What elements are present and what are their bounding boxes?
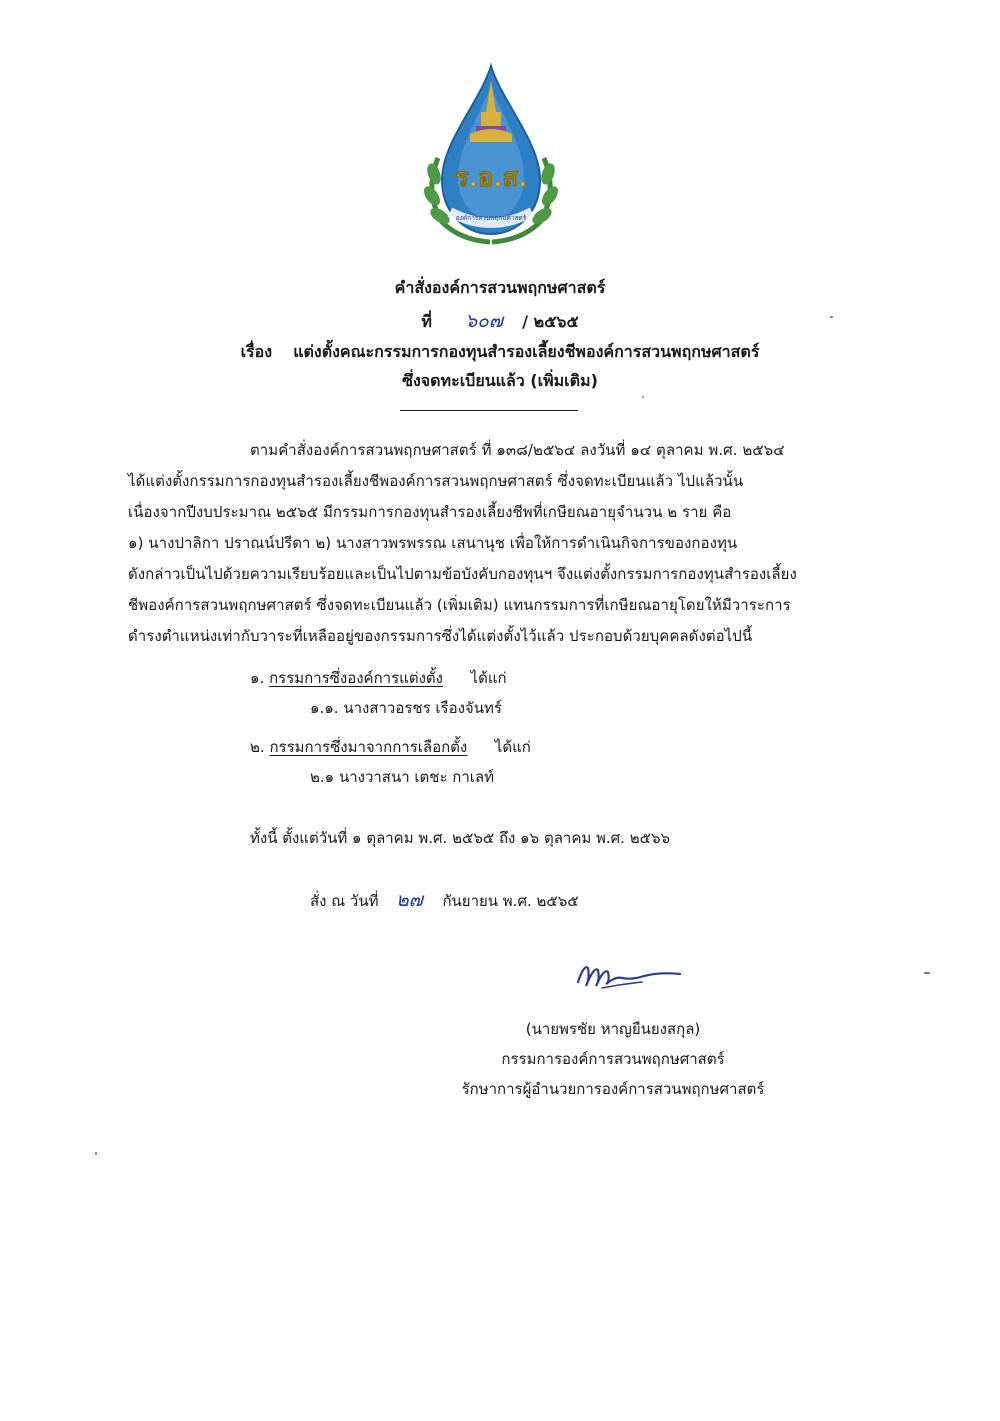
section-1-member: ๑.๑. นางสาวอรชร เรืองจันทร์ bbox=[310, 699, 502, 717]
subject-label: เรื่อง bbox=[240, 342, 273, 361]
ordered-date bbox=[310, 885, 579, 915]
scan-speck bbox=[95, 1152, 97, 1155]
subject-line-1 bbox=[0, 340, 1000, 365]
section-2-heading bbox=[250, 735, 531, 759]
order-number bbox=[0, 306, 1000, 336]
body-line-5: ดังกล่าวเป็นไปด้วยความเรียบร้อยและเป็นไปตามข้อบังคับกองทุนฯ จึงแต่งตั้งกรรมการกองทุนสำรองเลี้ยง bbox=[128, 565, 797, 583]
signatory-position-1: กรรมการองค์การสวนพฤกษศาสตร์ bbox=[501, 1050, 725, 1068]
body-line-1: ตามคำสั่งองค์การสวนพฤกษศาสตร์ ที่ ๑๓๘/๒๕๖๔ ลงวันที่ ๑๔ ตุลาคม พ.ศ. ๒๕๖๔ bbox=[250, 441, 785, 459]
organization-logo bbox=[420, 62, 562, 246]
signature-mark bbox=[572, 958, 684, 994]
body-line-6: ชีพองค์การสวนพฤกษศาสตร์ ซึ่งจดทะเบียนแล้ว (เพิ่มเติม) แทนกรรมการที่เกษียณอายุโดยให้มีวาระการ bbox=[128, 596, 791, 614]
body-line-4: ๑) นางปาลิกา ปราณน์ปรีดา ๒) นางสาวพรพรรณ เสนานุช เพื่อให้การดำเนินกิจการของกองทุน bbox=[128, 534, 738, 552]
order-number-handwritten: ๖๐๗ bbox=[465, 310, 504, 332]
header-divider bbox=[400, 410, 578, 411]
section-1-title: กรรมการซึ่งองค์การแต่งตั้ง bbox=[269, 669, 443, 687]
body-line-3: เนื่องจากปีงบประมาณ ๒๕๖๕ มีกรรมการกองทุนสำรองเลี้ยงชีพที่เกษียณอายุจำนวน ๒ ราย คือ bbox=[128, 503, 732, 521]
section-1-heading bbox=[250, 666, 507, 690]
ordered-suffix: กันยายน พ.ศ. ๒๕๖๕ bbox=[442, 892, 579, 910]
order-number-year: / ๒๕๖๕ bbox=[522, 312, 579, 331]
section-2-title: กรรมการซึ่งมาจากการเลือกตั้ง bbox=[269, 738, 468, 756]
section-2-suffix: ได้แก่ bbox=[494, 738, 531, 756]
signatory-name: (นายพรชัย หาญยืนยงสกุล) bbox=[525, 1020, 701, 1038]
effective-period: ทั้งนี้ ตั้งแต่วันที่ ๑ ตุลาคม พ.ศ. ๒๕๖๕ ถึง ๑๖ ตุลาคม พ.ศ. ๒๕๖๖ bbox=[250, 829, 670, 847]
document-title: คำสั่งองค์การสวนพฤกษศาสตร์ bbox=[394, 278, 606, 297]
ordered-day-handwritten: ๒๗ bbox=[396, 889, 423, 911]
order-number-prefix: ที่ bbox=[421, 312, 432, 331]
section-1-number: ๑. bbox=[250, 669, 265, 687]
section-2-number: ๒. bbox=[250, 738, 265, 756]
logo-emblem: ร.อ.ส. bbox=[454, 163, 528, 193]
signatory-position-2: รักษาการผู้อำนวยการองค์การสวนพฤกษศาสตร์ bbox=[461, 1080, 765, 1098]
body-line-7: ดำรงตำแหน่งเท่ากับวาระที่เหลืออยู่ของกรรมการซึ่งได้แต่งตั้งไว้แล้ว ประกอบด้วยบุคคลดังต่อไปนี้ bbox=[128, 627, 753, 645]
ordered-prefix: สั่ง ณ วันที่ bbox=[310, 892, 379, 910]
body-line-2: ได้แต่งตั้งกรรมการกองทุนสำรองเลี้ยงชีพองค์การสวนพฤกษศาสตร์ ซึ่งจดทะเบียนแล้ว ไปแล้วนั้น bbox=[128, 472, 744, 490]
logo-ribbon-text: องค์การสวนพฤกษศาสตร์ bbox=[455, 214, 527, 222]
scan-speck bbox=[642, 396, 644, 398]
subject-text-1: แต่งตั้งคณะกรรมการกองทุนสำรองเลี้ยงชีพองค์การสวนพฤกษศาสตร์ bbox=[293, 342, 760, 361]
scan-speck bbox=[830, 316, 833, 318]
section-1-suffix: ได้แก่ bbox=[470, 669, 507, 687]
subject-line-2: ซึ่งจดทะเบียนแล้ว (เพิ่มเติม) bbox=[402, 371, 598, 390]
scan-speck bbox=[924, 972, 930, 974]
section-2-member: ๒.๑ นางวาสนา เตชะ กาเลท์ bbox=[310, 768, 494, 786]
